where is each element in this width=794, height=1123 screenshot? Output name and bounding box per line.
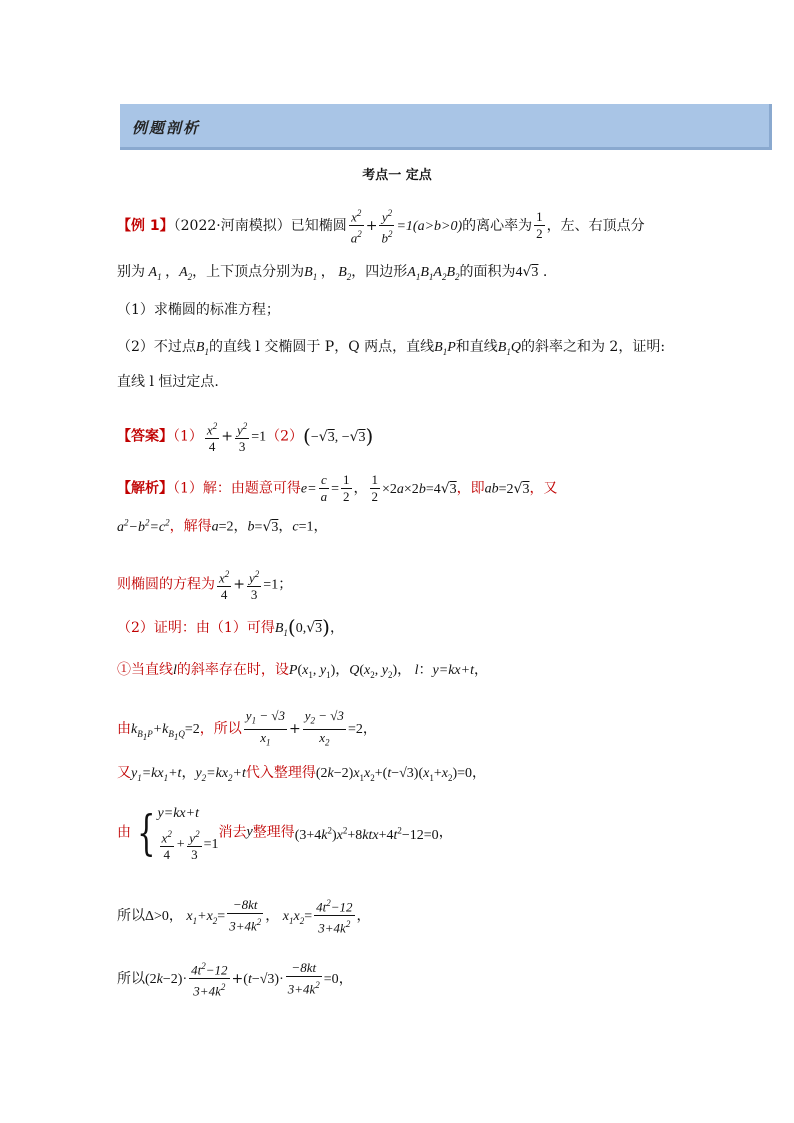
frac-x2-4-b: $\frac{x^2}{4}$ [217, 566, 231, 603]
example-line-1: 【例 1】（2022·河南模拟）已知椭圆 $\frac{x^2}{a^2}$ + $\frac{y^2}{b^2}$ =1(a>b>0)的离心率为 $\frac{1}{2}$ ，左、右顶点分 [117, 205, 645, 247]
analysis-text-10: ，所以 [199, 721, 242, 738]
frac-y2: $\frac{y_2 - √3}{x_2}$ [304, 708, 344, 748]
frac-product-2: $\frac{4t^2-12}{3+4k^2}$ [189, 958, 229, 1000]
example-text-2: ，左、右顶点分 [546, 217, 645, 234]
analysis-tag: 【解析】 [117, 480, 173, 497]
example-tag: 【例 1】 [117, 217, 174, 234]
example-text-6: 的面积为 [459, 264, 516, 280]
analysis-text-2: ，即 [456, 480, 485, 497]
section-title: 例题剖析 [132, 119, 201, 137]
question-2-a: （2）不过点 [117, 339, 196, 355]
analysis-line-2: $a^2-b^2=c^2$，解得a=2，b=√3，c=1， [117, 517, 328, 535]
question-2-b: 的直线 l 交椭圆于 P，Q 两点，直线 [208, 339, 435, 355]
frac-y2-3: $\frac{y^2}{3}$ [235, 418, 249, 455]
frac-x2-a2: $\frac{x^2}{a^2}$ [349, 205, 364, 247]
question-2: （2）不过点$B_1$的直线 l 交椭圆于 P，Q 两点，直线$B_1P$和直线$B_1Q$的斜率之和为 2，证明: [117, 339, 666, 357]
analysis-text-11: 又 [117, 765, 131, 781]
answer-part-2-label: （2） [266, 428, 304, 445]
answer-line: 【答案】（1） $\frac{x^2}{4}$ + $\frac{y^2}{3}$ =1（2）(−√3, −√3) [117, 418, 373, 455]
question-2-cont: 直线 l 恒过定点. [117, 374, 219, 390]
analysis-text-7: ①当直线 [117, 662, 173, 678]
frac-sum: $\frac{-8kt}{3+4k^2}$ [229, 897, 262, 934]
analysis-text-5: 则椭圆的方程为 [117, 576, 215, 593]
analysis-text-9: 由 [117, 721, 131, 738]
frac-sum-2: $\frac{-8kt}{3+4k^2}$ [287, 960, 320, 997]
example-source: （2022·河南模拟）已知椭圆 [173, 217, 347, 234]
analysis-text-14: 消去 [218, 824, 247, 841]
frac-half-3: $\frac{1}{2}$ [371, 472, 378, 504]
answer-tag: 【答案】 [117, 428, 173, 445]
analysis-text-8: 的斜率存在时，设 [176, 662, 289, 678]
equation-system: y=kx+t $\frac{x^2}{4}$ + $\frac{y^2}{3}$ =1 [157, 806, 219, 863]
frac-half: $\frac{1}{2}$ [536, 209, 543, 242]
analysis-line-3: 则椭圆的方程为 $\frac{x^2}{4}$ + $\frac{y^2}{3}$ =1； [117, 566, 292, 603]
system-brace: { [137, 804, 156, 861]
example-text-4: ，上下顶点分别为 [192, 264, 305, 280]
analysis-text-3: ，又 [529, 480, 558, 497]
frac-half-2: $\frac{1}{2}$ [343, 472, 350, 504]
analysis-line-4: （2）证明：由（1）可得$B_1(0,√3)$， [117, 615, 344, 639]
section-banner [120, 104, 772, 150]
analysis-text-17: 所以 [117, 970, 145, 987]
analysis-line-9: 所以Δ>0， $x_1+x_2=$ $\frac{-8kt}{3+4k^2}$ ， $x_1x_2=$ $\frac{4t^2-12}{3+4k^2}$ ， [117, 895, 371, 937]
analysis-text-1: （1）解：由题意可得 [173, 480, 301, 497]
frac-y2-3-b: $\frac{y^2}{3}$ [247, 566, 261, 603]
example-text-3: 别为 [117, 264, 145, 280]
question-1: （1）求椭圆的标准方程； [117, 302, 280, 318]
question-2-c: 和直线 [455, 339, 498, 355]
analysis-line-8: 由 { y=kx+t $\frac{x^2}{4}$ + $\frac{y^2}{3}$ =1 消去y整理得$(3+4k^2)x^2+8ktx+4t^2-12=0$， [117, 802, 453, 863]
topic-heading: 考点一 定点 [362, 168, 432, 183]
frac-y1: $\frac{y_1 - √3}{x_1}$ [245, 708, 285, 748]
example-text-5: ，四边形 [351, 264, 408, 280]
example-text-1: 的离心率为 [462, 217, 533, 234]
analysis-text-13: 由 [117, 824, 131, 841]
question-2-d: 的斜率之和为 2，证明: [520, 339, 666, 355]
analysis-text-4: ，解得 [169, 518, 212, 535]
analysis-text-16: 所以 [117, 907, 145, 924]
analysis-line-1: 【解析】（1）解：由题意可得e= $\frac{c}{a}$ = $\frac{1}{2}$ ， $\frac{1}{2}$ ×2a×2b=4√3，即ab=2√3，又 [117, 472, 558, 504]
frac-c-a: $\frac{c}{a}$ [320, 472, 328, 504]
analysis-line-5: ①当直线l的斜率存在时，设$P(x_1$, $y_1$)，$Q(x_2$, $y_2$)， l：y=kx+t， [117, 662, 488, 680]
analysis-text-15: 整理得 [252, 824, 295, 841]
analysis-text-12: 代入整理得 [245, 765, 316, 781]
frac-y2-b2: $\frac{y^2}{b^2}$ [379, 205, 394, 247]
frac-x2-4: $\frac{x^2}{4}$ [205, 418, 219, 455]
analysis-line-7: 又$y_1=kx_1+t$，$y_2=kx_2+t$代入整理得$(2k-2)x_1x_2+(t-√3)(x_1+x_2)=0$， [117, 765, 487, 783]
example-line-2: 别为 $A_1$ ，$A_2$，上下顶点分别为$B_1$ ， $B_2$，四边形$A_1B_1A_2B_2$的面积为4√3 . [117, 264, 548, 282]
analysis-line-10: 所以(2k−2)· $\frac{4t^2-12}{3+4k^2}$ +(t−√3)· $\frac{-8kt}{3+4k^2}$ =0， [117, 958, 353, 1000]
analysis-text-6: （2）证明：由（1）可得 [117, 620, 275, 636]
frac-product: $\frac{4t^2-12}{3+4k^2}$ [314, 895, 354, 937]
answer-part-1-label: （1） [173, 428, 203, 445]
analysis-line-6: 由$k_{B_1P}+k_{B_1Q}=2$，所以 $\frac{y_1 - √3}{x_1}$ + $\frac{y_2 - √3}{x_2}$ =2， [117, 708, 377, 750]
